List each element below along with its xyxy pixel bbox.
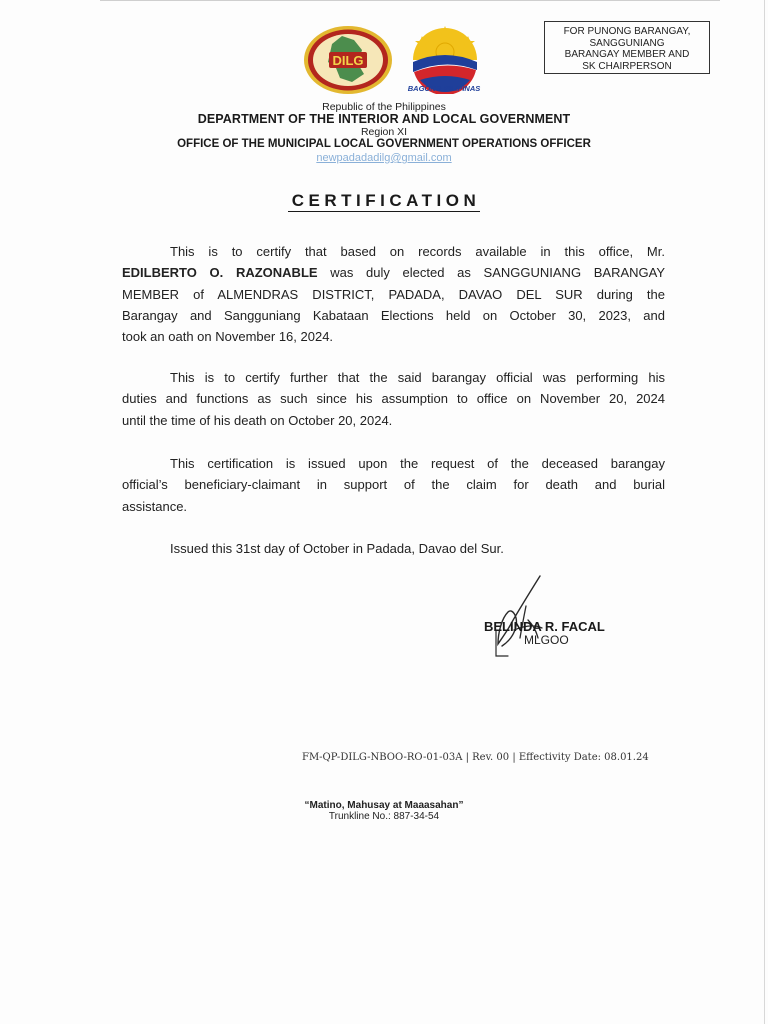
motto: “Matino, Mahusay at Maaasahan”: [304, 800, 464, 811]
signatory-name: BELINDA R. FACAL: [484, 619, 605, 634]
region-line: Region XI: [360, 126, 408, 138]
top-edge-line: [100, 0, 720, 1]
recipient-category-box: [544, 21, 710, 74]
paragraph-purpose: [122, 453, 665, 517]
paragraph-line: took an oath on November 16, 2024.: [122, 329, 334, 345]
handwritten-signature: [468, 572, 558, 662]
dilg-seal-logo: [302, 24, 394, 96]
recipient-category-line: FOR PUNONG BARANGAY,: [563, 26, 691, 37]
recipient-category-line: SANGGUNIANG: [589, 37, 665, 49]
paragraph-certify-service: [122, 367, 665, 431]
document-title-text: CERTIFICATION: [288, 191, 481, 212]
signatory-title: MLGOO: [524, 633, 569, 647]
trunkline-number: Trunkline No.: 887-34-54: [328, 811, 440, 822]
paragraph-line: until the time of his death on October 20, 2024.: [122, 412, 393, 428]
form-code: FM-QP-DILG-NBOO-RO-01-03A | Rev. 00 | Effectivity Date: 08.01.24: [302, 752, 649, 763]
paragraph-line: assistance.: [122, 498, 188, 514]
paragraph-line: [122, 262, 665, 283]
paragraph-line: official’s beneficiary-claimant in support of the claim for death and burial: [122, 477, 665, 493]
paragraph-line: duties and functions as such since his assumption to office on November 20, 2024: [122, 391, 665, 407]
paragraph-line: This certification is issued upon the request of the deceased barangay: [170, 456, 665, 471]
republic-line: Republic of the Philippines: [322, 101, 446, 113]
recipient-category-line: BARANGAY MEMBER AND: [564, 49, 690, 60]
department-name: DEPARTMENT OF THE INTERIOR AND LOCAL GOVERNMENT: [197, 112, 571, 126]
official-name: EDILBERTO O. RAZONABLE: [122, 265, 318, 281]
paragraph-line: MEMBER of ALMENDRAS DISTRICT, PADADA, DAVAO DEL SUR during the: [122, 286, 665, 302]
paragraph-issued: [122, 538, 665, 559]
paragraph-text: was duly elected as SANGGUNIANG BARANGAY: [317, 265, 666, 281]
office-name: OFFICE OF THE MUNICIPAL LOCAL GOVERNMENT OPERATIONS OFFICER: [177, 138, 591, 150]
document-title: [0, 191, 768, 211]
paragraph-line: This is to certify that based on records available in this office, Mr.: [170, 244, 665, 259]
paragraph-line: This is to certify further that the said barangay official was performing his: [170, 370, 665, 385]
recipient-category-line: SK CHAIRPERSON: [582, 60, 672, 72]
dilg-logo-text: DILG: [332, 53, 364, 68]
bagong-pilipinas-caption: BAGONG PILIPINAS: [407, 84, 481, 93]
paragraph-line: Issued this 31st day of October in Padada, Davao del Sur.: [170, 541, 504, 556]
office-email-link[interactable]: newpadadadilg@gmail.com: [316, 152, 452, 164]
paragraph-line: Barangay and Sangguniang Kabataan Elections held on October 30, 2023, and: [122, 307, 665, 323]
paragraph-certify-election: [122, 241, 665, 347]
